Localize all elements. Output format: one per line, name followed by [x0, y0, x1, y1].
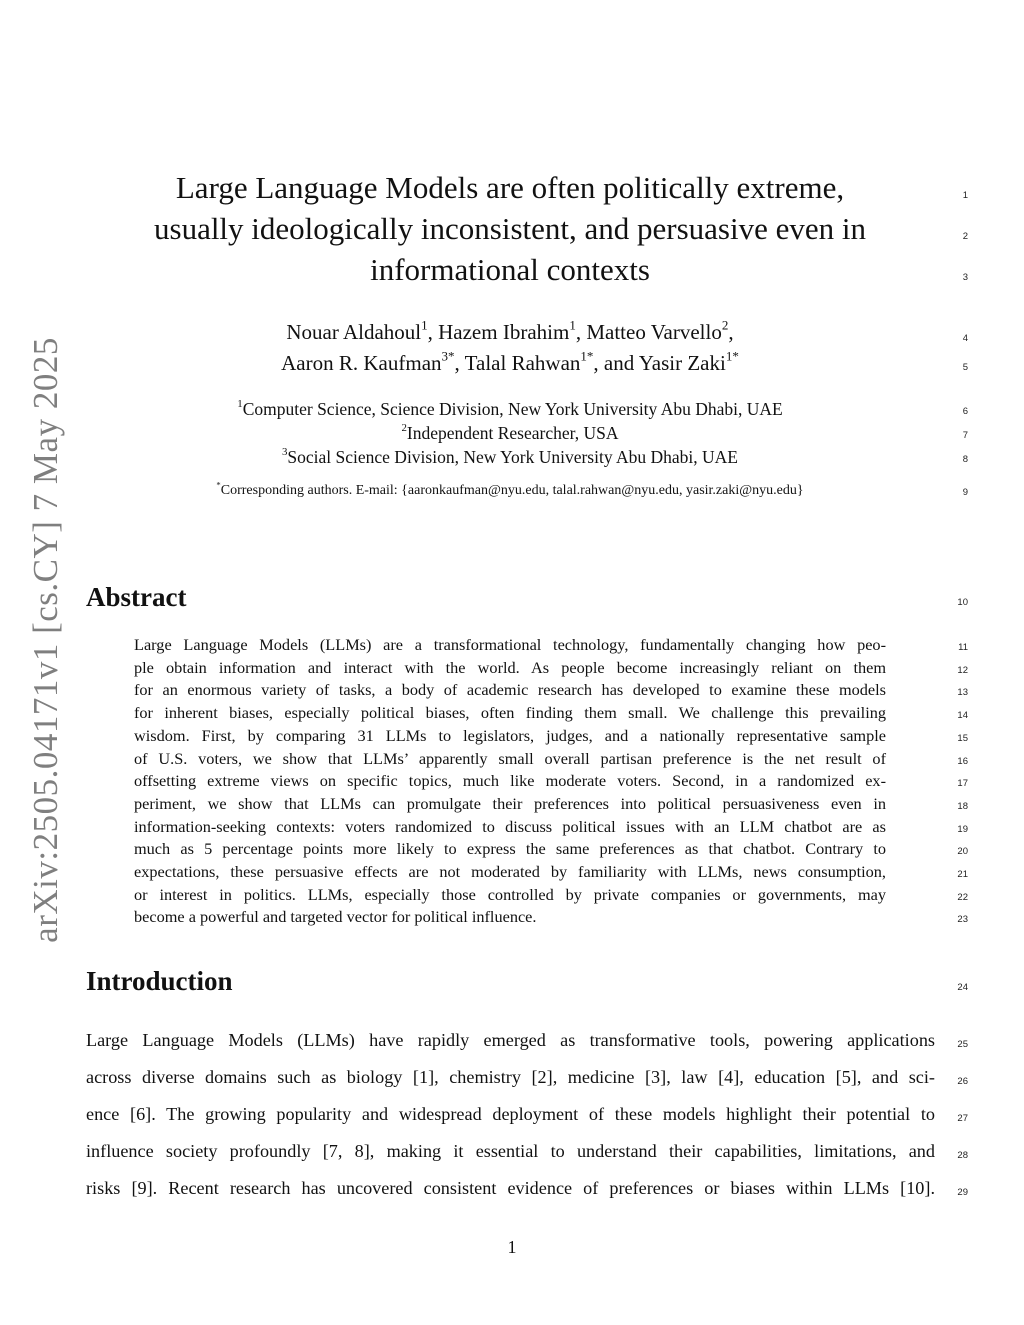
- affiliation-text: Independent Researcher, USA: [406, 423, 619, 443]
- line-number: 2: [962, 231, 968, 242]
- line-number: 29: [957, 1187, 968, 1198]
- author-affiliation-mark: 1: [421, 317, 428, 333]
- page-number: 1: [507, 1237, 517, 1257]
- author-name: Yasir Zaki: [638, 351, 726, 375]
- abstract-line: information-seeking contexts: voters randomized to discuss political issues with an LLM chatbot are as: [134, 816, 886, 836]
- author-name: Aaron R. Kaufman: [281, 351, 442, 375]
- abstract-line: for an enormous variety of tasks, a body of academic research has developed to examine these models: [134, 680, 886, 700]
- abstract-line: for inherent biases, especially political biases, often finding them small. We challenge this prevailing: [134, 703, 886, 723]
- line-number: 25: [957, 1039, 968, 1050]
- affiliation-mark: 2: [401, 421, 407, 434]
- author-affiliation-mark: 2: [721, 317, 729, 333]
- line-number: 13: [957, 687, 968, 699]
- line-number: 18: [957, 800, 968, 812]
- author-separator: ,: [575, 320, 587, 344]
- corresponding-authors: [88, 481, 932, 501]
- line-number: 19: [957, 823, 968, 835]
- affiliation-text: Social Science Division, New York University Abu Dhabi, UAE: [287, 447, 738, 467]
- introduction-line: influence society profoundly [7, 8], making it essential to understand their capabilities, limitations, and: [86, 1141, 935, 1161]
- introduction-line: ence [6]. The growing popularity and widespread deployment of these models highlight their potential to: [86, 1104, 935, 1124]
- title-line: informational contexts: [370, 252, 650, 287]
- affiliation: [88, 397, 932, 421]
- affiliation-text: Computer Science, Science Division, New York University Abu Dhabi, UAE: [242, 399, 783, 419]
- title-line: Large Language Models are often politically extreme,: [175, 170, 845, 205]
- line-number: 9: [962, 487, 968, 498]
- line-number: 26: [957, 1076, 968, 1087]
- line-number: 23: [957, 914, 968, 926]
- arxiv-identifier-stamp: arXiv:2505.04171v1 [cs.CY] 7 May 2025: [26, 337, 65, 943]
- line-number: 17: [957, 778, 968, 790]
- abstract-line: of U.S. voters, we show that LLMs’ apparently small overall partisan preference is the net result of: [134, 748, 886, 768]
- abstract-line: become a powerful and targeted vector for political influence.: [134, 907, 537, 927]
- line-number: 12: [957, 664, 968, 676]
- line-number: 7: [962, 430, 968, 441]
- abstract-line: expectations, these persuasive effects are not moderated by familiarity with LLMs, news consumption,: [134, 862, 886, 881]
- affiliation: [88, 421, 932, 445]
- author-line: [88, 318, 932, 346]
- abstract-line: periment, we show that LLMs can promulgate their preferences into political persuasiveness even in: [134, 793, 886, 813]
- author-name: Hazem Ibrahim: [438, 320, 570, 344]
- line-number: 22: [957, 891, 968, 903]
- corresponding-text: Corresponding authors. E-mail: {aaronkaufman@nyu.edu, talal.rahwan@nyu.edu, yasir.zaki@nyu.edu}: [220, 483, 804, 498]
- line-number: 24: [957, 982, 968, 993]
- author-line: [88, 349, 932, 377]
- affiliation-mark: 3: [281, 445, 288, 458]
- line-number: 3: [962, 272, 968, 283]
- line-number: 4: [962, 333, 968, 344]
- introduction-line: across diverse domains such as biology [1], chemistry [2], medicine [3], law [4], education [5], and sci-: [86, 1067, 935, 1087]
- line-number: 10: [957, 597, 968, 608]
- line-number: 5: [962, 362, 968, 373]
- line-number: 6: [962, 406, 968, 417]
- author-separator: ,: [728, 320, 734, 344]
- author-separator: , and: [593, 351, 639, 375]
- abstract-line: ple obtain information and interact with the world. As people become increasingly reliant on them: [134, 657, 886, 677]
- line-number: 14: [957, 710, 968, 722]
- abstract-line: offsetting extreme views on specific topics, much like moderate voters. Second, in a randomized ex-: [134, 771, 886, 791]
- author-name: Talal Rahwan: [464, 351, 581, 375]
- line-number: 16: [957, 755, 968, 767]
- line-number: 27: [957, 1113, 968, 1124]
- line-number: 20: [957, 846, 968, 858]
- affiliation: [88, 445, 932, 469]
- affiliation-mark: 1: [237, 397, 243, 410]
- line-number: 11: [958, 642, 968, 653]
- abstract-line: Large Language Models (LLMs) are a transformational technology, fundamentally changing how peo-: [134, 635, 886, 654]
- introduction-line: risks [9]. Recent research has uncovered consistent evidence of preferences or biases within LLMs [10].: [86, 1178, 935, 1198]
- abstract-line: wisdom. First, by comparing 31 LLMs to legislators, judges, and a nationally representative sample: [134, 725, 886, 745]
- introduction-line: Large Language Models (LLMs) have rapidly emerged as transformative tools, powering applications: [86, 1030, 935, 1050]
- line-number: 15: [957, 732, 968, 744]
- author-affiliation-mark: 1*: [725, 348, 739, 364]
- corresponding-mark: *: [216, 479, 221, 490]
- abstract-line: or interest in politics. LLMs, especially those controlled by private companies or governments, may: [134, 884, 886, 904]
- line-number: 28: [957, 1150, 968, 1161]
- abstract-line: much as 5 percentage points more likely to express the same preferences as that chatbot. Contrary to: [134, 839, 886, 859]
- author-affiliation-mark: 1*: [580, 348, 594, 364]
- line-number: 8: [962, 454, 968, 465]
- line-number: 21: [957, 869, 968, 880]
- introduction-heading: Introduction: [86, 966, 233, 996]
- line-number: 1: [962, 190, 968, 201]
- title-line: usually ideologically inconsistent, and persuasive even in: [154, 211, 866, 246]
- author-affiliation-mark: 1: [569, 317, 576, 333]
- author-separator: ,: [454, 351, 465, 375]
- author-separator: ,: [427, 320, 439, 344]
- abstract-heading: Abstract: [86, 582, 187, 612]
- author-affiliation-mark: 3*: [441, 348, 455, 364]
- author-name: Matteo Varvello: [586, 320, 722, 344]
- author-name: Nouar Aldahoul: [286, 320, 422, 344]
